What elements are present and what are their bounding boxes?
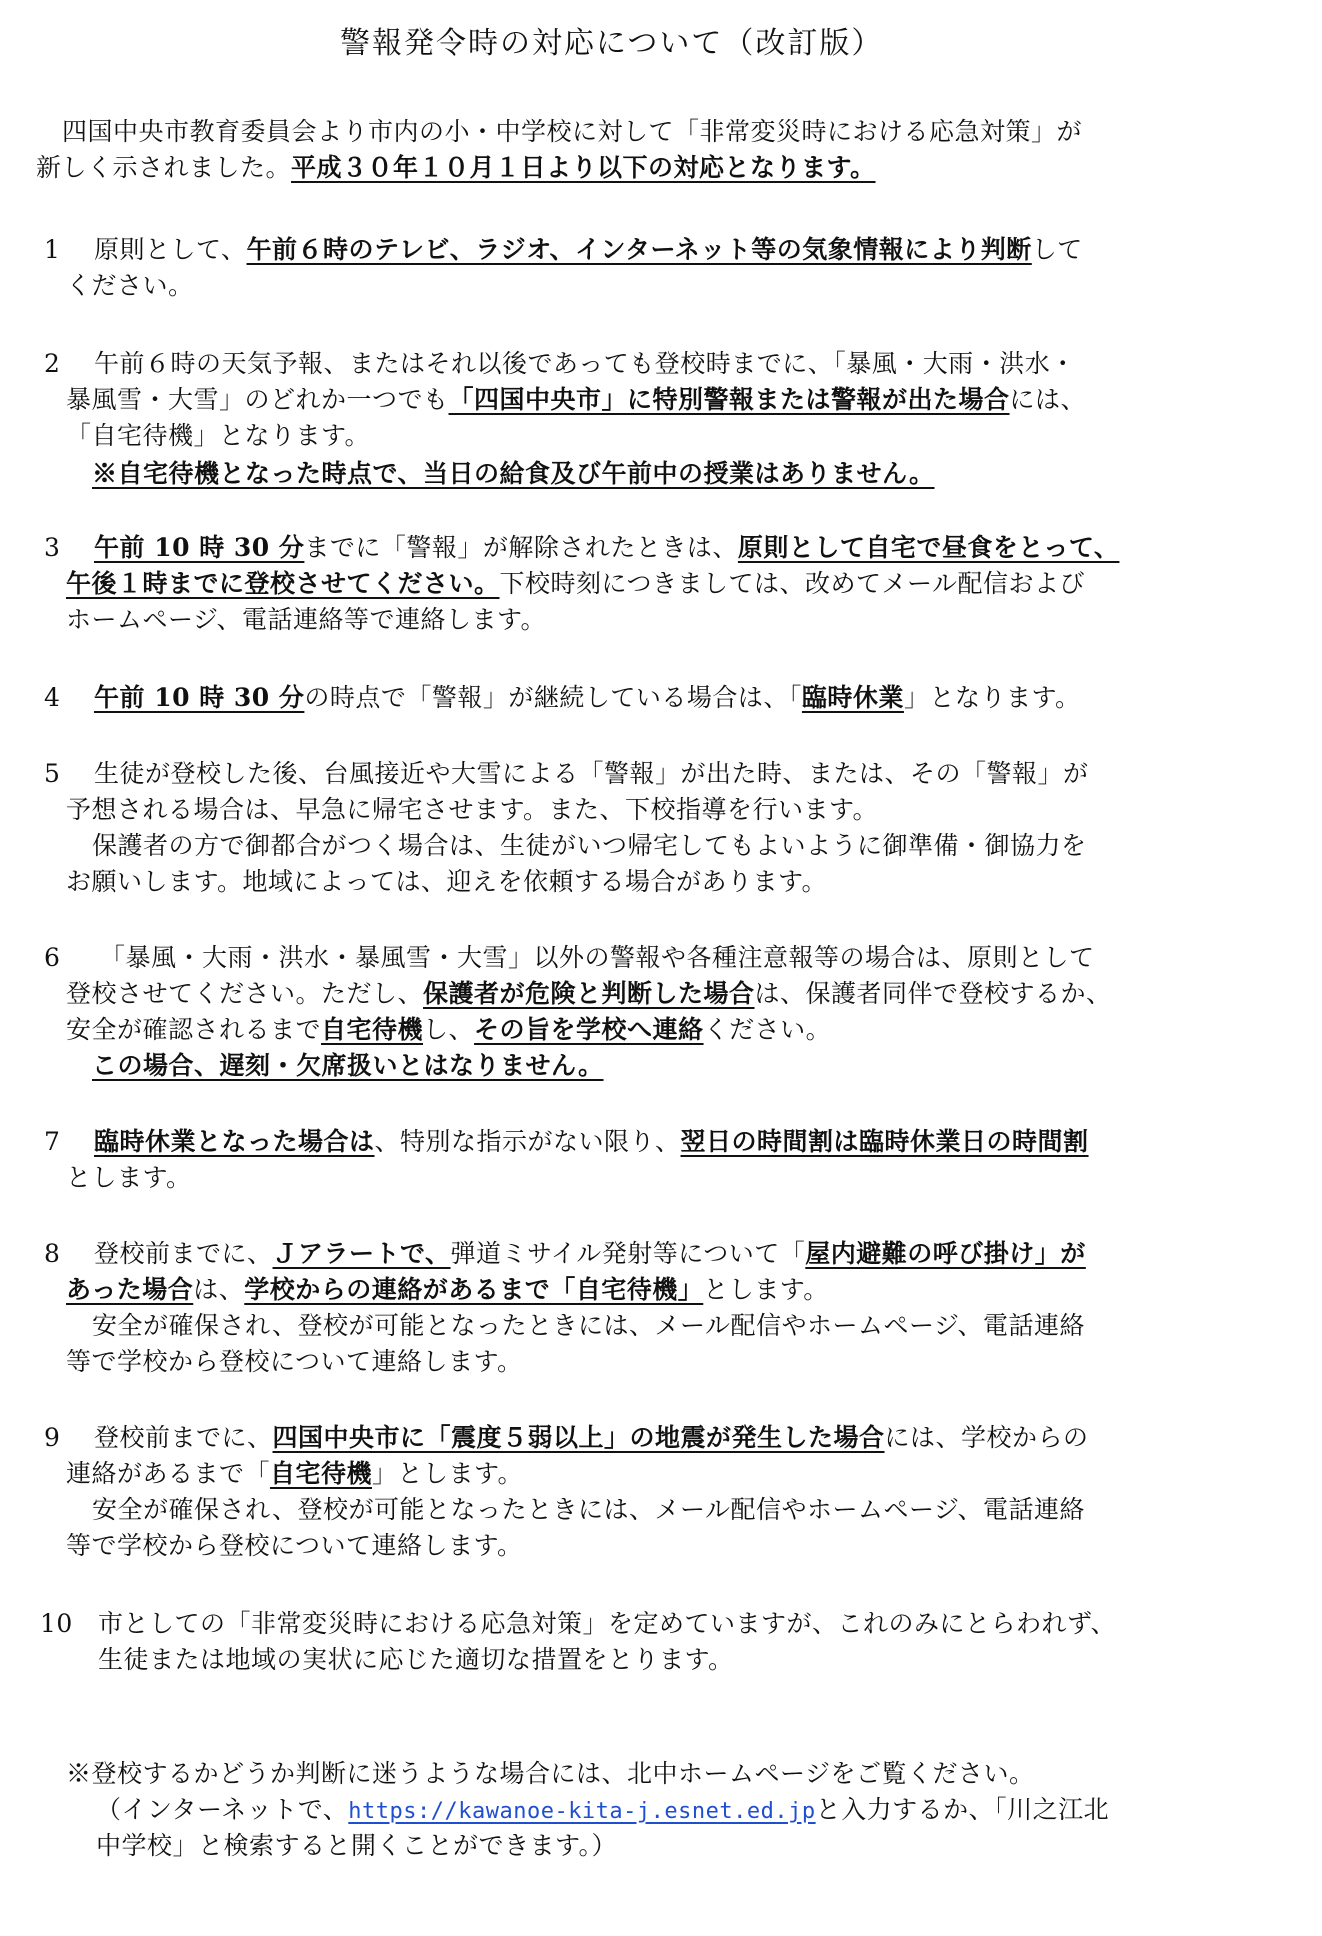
item-10-line-2: 生徒または地域の実状に応じた適切な措置をとります。: [98, 1645, 734, 1674]
item-2-line-1: [44, 346, 1076, 382]
item-text: 登校前までに、: [94, 1239, 273, 1268]
item-emphasis: 臨時休業となった場合は: [94, 1127, 375, 1156]
item-text: 」となります。: [903, 683, 1081, 712]
item-6-note: この場合、遅刻・欠席扱いとはなりません。: [92, 1051, 604, 1080]
item-emphasis: Ｊアラートで、: [272, 1239, 451, 1268]
item-9-line-1: [44, 1420, 1089, 1456]
item-text: し、: [423, 1015, 475, 1044]
item-text: して: [1031, 235, 1083, 264]
item-7-line-2: とします。: [66, 1163, 192, 1192]
item-6-line-2: [66, 976, 1112, 1012]
item-emphasis: その旨を学校へ連絡: [474, 1015, 704, 1044]
item-9-line-4: 等で学校から登校について連絡します。: [66, 1531, 523, 1560]
item-text: 「暴風・大雨・洪水・暴風雪・大雪」以外の警報や各種注意報等の場合は、原則として: [100, 943, 1095, 972]
item-2-note: ※自宅待機となった時点で、当日の給食及び午前中の授業はありません。: [92, 459, 935, 488]
item-4-line-1: [44, 680, 1080, 716]
footer-text: （インターネットで、: [96, 1795, 349, 1824]
item-number: 7: [44, 1127, 61, 1156]
item-5-line-3: 保護者の方で御都合がつく場合は、生徒がいつ帰宅してもよいように御準備・御協力を: [92, 831, 1087, 860]
item-7-line-1: [44, 1124, 1089, 1160]
item-text: は、: [193, 1275, 245, 1304]
item-6-line-1: [44, 940, 1095, 976]
item-emphasis: 「四国中央市」に特別警報または警報が出た場合: [448, 385, 1010, 414]
item-number: 9: [44, 1423, 61, 1452]
item-emphasis: 四国中央市に「震度５弱以上」の地震が発生した場合: [272, 1423, 885, 1452]
footer-note: ※登校するかどうか判断に迷うような場合には、北中ホームページをご覧ください。: [66, 1759, 1035, 1788]
item-emphasis: 屋内避難の呼び掛け」が: [805, 1239, 1086, 1268]
item-9-line-3: 安全が確保され、登校が可能となったときには、メール配信やホームページ、電話連絡: [92, 1495, 1086, 1524]
item-2-line-2: [66, 382, 1086, 418]
item-3-line-3: ホームページ、電話連絡等で連絡します。: [66, 605, 547, 634]
item-1-line-2: ください。: [66, 271, 194, 300]
item-emphasis: あった場合: [66, 1275, 194, 1304]
item-text: 市としての「非常変災時における応急対策」を定めていますが、これのみにとらわれず、: [98, 1609, 1117, 1638]
item-text: 、特別な指示がない限り、: [374, 1127, 681, 1156]
item-text: 午前６時の天気予報、またはそれ以後であっても登校時までに、「暴風・大雨・洪水・: [94, 349, 1076, 378]
item-text: には、: [1009, 385, 1087, 414]
item-emphasis: 原則として自宅で昼食をとって、: [737, 533, 1120, 562]
item-emphasis: 午前 10 時 30 分: [94, 533, 305, 562]
page-title: 警報発令時の対応について（改訂版）: [340, 26, 884, 61]
intro-line-2: [36, 150, 876, 186]
item-text: の時点で「警報」が継続している場合は、「: [304, 683, 802, 712]
item-text: ください。: [703, 1015, 832, 1044]
item-text: 下校時刻につきましては、改めてメール配信および: [499, 569, 1086, 598]
item-text: 登校させてください。ただし、: [66, 979, 424, 1008]
item-text: とします。: [703, 1275, 829, 1304]
item-1-line-1: [44, 232, 1083, 268]
intro-line-1: 四国中央市教育委員会より市内の小・中学校に対して「非常変災時における応急対策」が: [62, 117, 1083, 146]
item-text: は、保護者同伴で登校するか、: [754, 979, 1112, 1008]
item-text: には、学校からの: [884, 1423, 1089, 1452]
item-emphasis: 臨時休業: [801, 683, 904, 712]
item-10-line-1: [40, 1606, 1116, 1642]
item-emphasis: 学校からの連絡があるまで「自宅待機」: [244, 1275, 704, 1304]
item-text: までに「警報」が解除されたときは、: [304, 533, 738, 562]
item-8-line-2: [66, 1272, 829, 1308]
item-number: 1: [44, 235, 61, 264]
item-2-line-3: 「自宅待機」となります。: [66, 421, 371, 450]
item-emphasis: 午前 10 時 30 分: [94, 683, 305, 712]
footer-text: と入力するか、「川之江北: [815, 1795, 1110, 1824]
item-number: 4: [44, 683, 61, 712]
item-text: 登校前までに、: [94, 1423, 273, 1452]
item-9-line-2: [66, 1456, 523, 1492]
item-emphasis: 自宅待機: [321, 1015, 424, 1044]
footer-line-3: 中学校」と検索すると開くことができます。）: [96, 1831, 618, 1860]
item-emphasis: 午前６時のテレビ、ラジオ、インターネット等の気象情報により判断: [246, 235, 1032, 264]
item-number: 2: [44, 349, 61, 378]
item-text: 」とします。: [372, 1459, 524, 1488]
item-number: 5: [44, 759, 61, 788]
item-emphasis: 保護者が危険と判断した場合: [423, 979, 755, 1008]
item-8-line-3: 安全が確保され、登校が可能となったときには、メール配信やホームページ、電話連絡: [92, 1311, 1086, 1340]
item-text: 弾道ミサイル発射等について「: [450, 1239, 806, 1268]
item-8-line-1: [44, 1236, 1086, 1272]
item-text: 生徒が登校した後、台風接近や大雪による「警報」が出た時、または、その「警報」が: [94, 759, 1089, 788]
item-3-line-1: [44, 530, 1119, 566]
item-emphasis: 自宅待機: [270, 1459, 373, 1488]
item-5-line-1: [44, 756, 1089, 792]
item-5-line-4: お願いします。地域によっては、迎えを依頼する場合があります。: [66, 867, 828, 896]
footer-line-2: [96, 1792, 1109, 1830]
item-emphasis: 午後１時までに登校させてください。: [66, 569, 500, 598]
intro-effective-date: 平成３０年１０月１日より以下の対応となります。: [291, 153, 876, 182]
item-number: 10: [40, 1609, 73, 1638]
item-3-line-2: [66, 566, 1085, 602]
item-text: 安全が確認されるまで: [66, 1015, 322, 1044]
item-5-line-2: 予想される場合は、早急に帰宅させます。また、下校指導を行います。: [66, 795, 879, 824]
item-number: 8: [44, 1239, 61, 1268]
item-number: 6: [44, 943, 61, 972]
item-text: 連絡があるまで「: [66, 1459, 271, 1488]
school-website-link[interactable]: https://kawanoe-kita-j.esnet.ed.jp: [348, 1799, 816, 1824]
item-text: 原則として、: [94, 235, 247, 264]
intro-text: 新しく示されました。: [36, 153, 292, 182]
item-text: 暴風雪・大雪」のどれか一つでも: [66, 385, 449, 414]
item-number: 3: [44, 533, 61, 562]
item-emphasis: 翌日の時間割は臨時休業日の時間割: [680, 1127, 1089, 1156]
item-8-line-4: 等で学校から登校について連絡します。: [66, 1347, 523, 1376]
item-6-line-3: [66, 1012, 831, 1048]
